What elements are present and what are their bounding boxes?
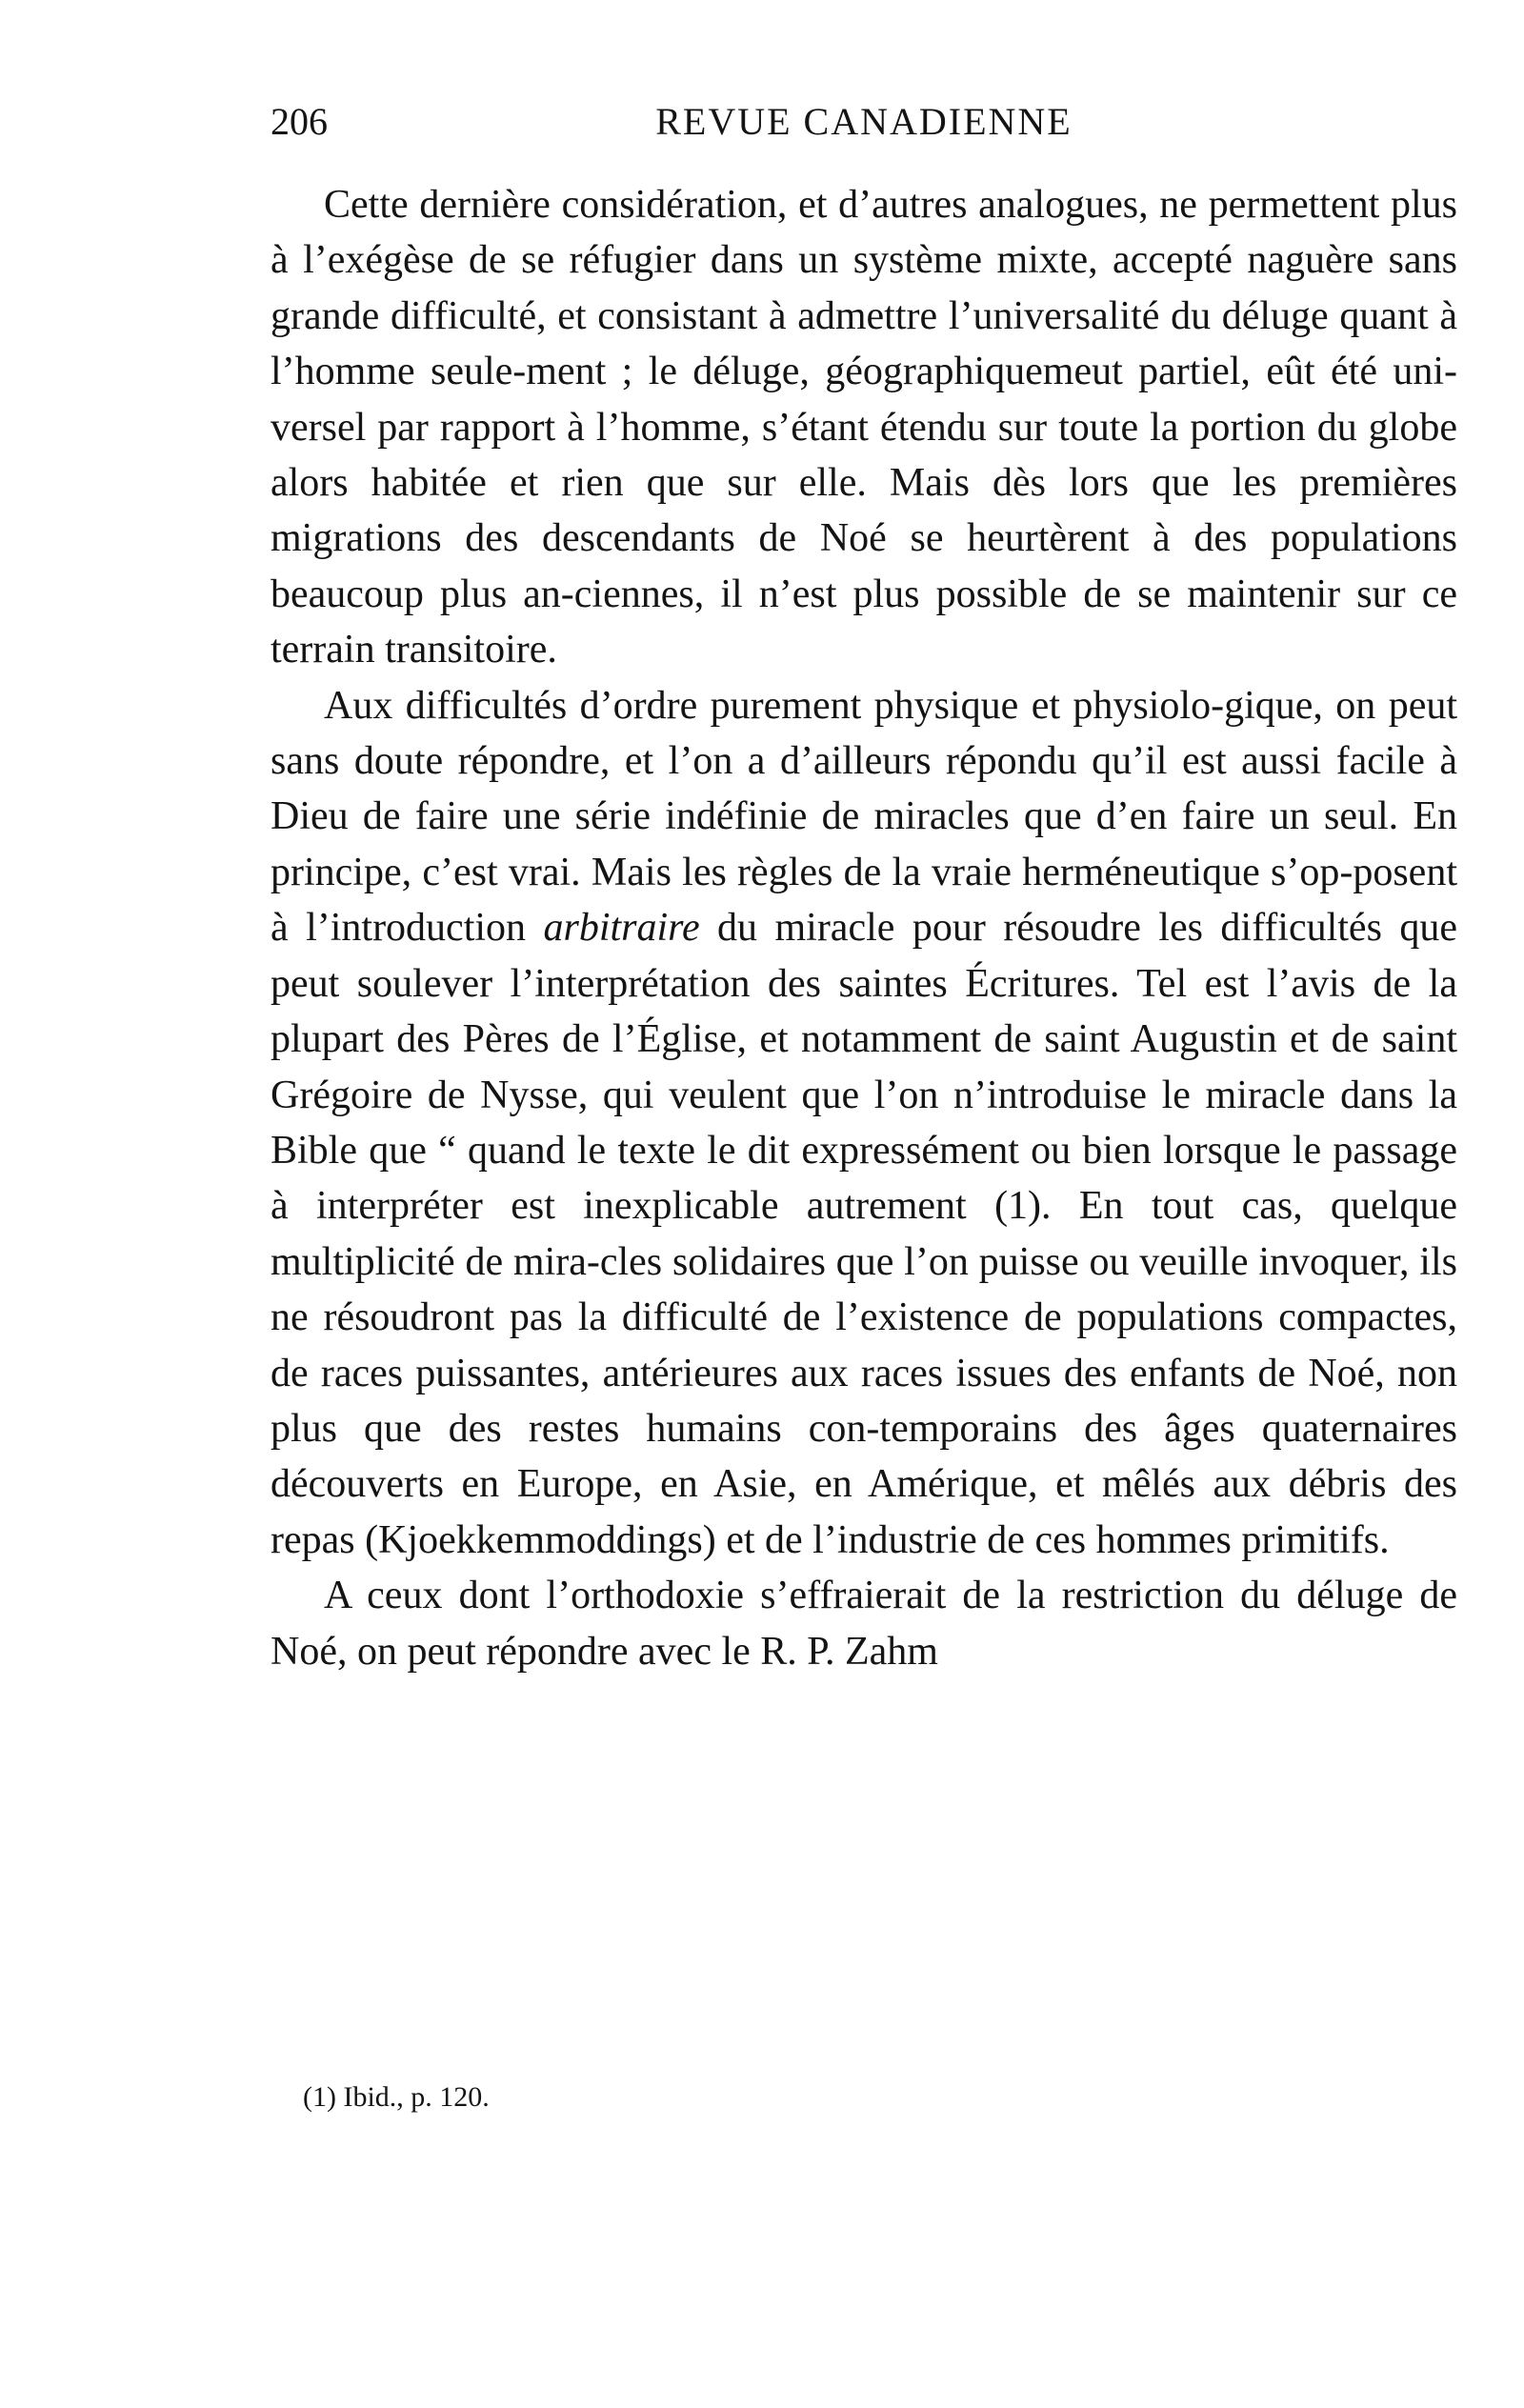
paragraph-3: A ceux dont l’orthodoxie s’effraierait de la restriction du déluge de Noé, on peut répondre avec le R. P. Zahm	[271, 1574, 1457, 1674]
page-header	[271, 93, 1457, 150]
running-title: REVUE CANADIENNE	[655, 100, 1073, 143]
body-text	[271, 177, 1457, 1679]
footnote: (1) Ibid., p. 120.	[303, 2081, 490, 2113]
paragraph-2-text-after: du miracle pour résoudre les difficultés que peut soulever l’interprétation des saintes Écritures. Tel est l’avis de la plupart des Pères de l’Église, et notamment de saint Augustin et de saint Grégoire de Nysse, qui veulent que l’on n’introduise le miracle dans la Bible que “ quand le texte le dit expressément ou bien lorsque le passage à interpréter est inexplicable autrement (1). En tout cas, quelque multiplicité de mira-cles solidaires que l’on puisse ou veuille invoquer, ils ne résoudront pas la difficulté de l’existence de populations compactes, de races puissantes, antérieures aux races issues des enfants de Noé, non plus que des restes humains con-temporains des âges quaternaires découverts en Europe, en Asie, en Amérique, et mêlés aux débris des repas (Kjoekkemmoddings) et de l’industrie de ces hommes primitifs.	[271, 906, 1457, 1562]
paragraph-2-text-before: Aux difficultés d’ordre purement physique et physiolo-gique, on peut sans doute répondre, et l’on a d’ailleurs répondu qu’il est aussi facile à Dieu de faire une série indéfinie de miracles que d’en faire un seul. En principe, c’est vrai. Mais les règles de la vraie herméneutique s’op-posent à l’introduction	[271, 683, 1457, 951]
paragraph-2	[271, 678, 1457, 1569]
paragraph-1: Cette dernière considération, et d’autres analogues, ne permettent plus à l’exégèse de se réfugier dans un système mixte, accepté naguère sans grande difficulté, et consistant à admettre l’universalité du déluge quant à l’homme seule-ment ; le déluge, géographiquemeut partiel, eût été uni-versel par rapport à l’homme, s’étant étendu sur toute la portion du globe alors habitée et rien que sur elle. Mais dès lors que les premières migrations des descendants de Noé se heurtèrent à des populations beaucoup plus an-ciennes, il n’est plus possible de se maintenir sur ce terrain transitoire.	[271, 183, 1457, 672]
emphasized-word: arbitraire	[543, 906, 700, 951]
page-number: 206	[271, 100, 328, 143]
